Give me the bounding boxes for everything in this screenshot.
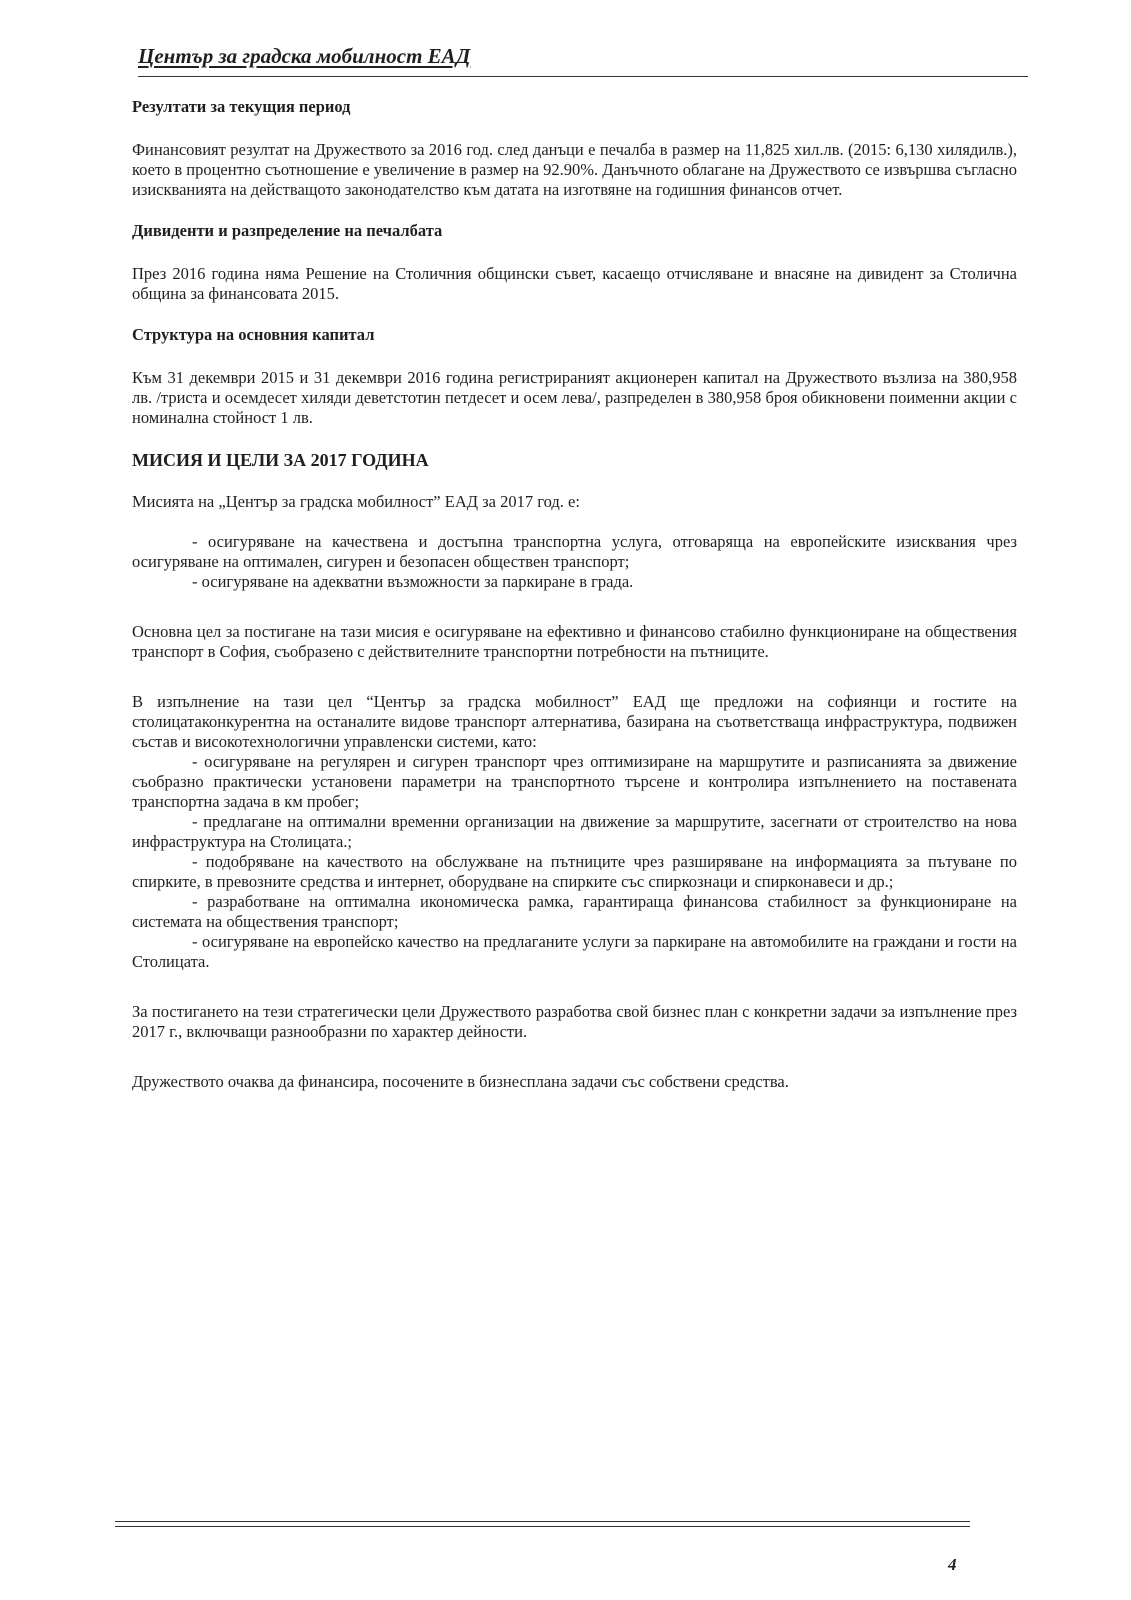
goal-item: - осигуряване на регулярен и сигурен транспорт чрез оптимизиране на маршрутите и разписанията за движение съобразно практически установени параметри на транспортното търсене и контролира изпълнението на поставената транспортна задача в км пробег; xyxy=(132,752,1017,811)
footer-divider xyxy=(115,1521,970,1522)
main-goal-paragraph: Основна цел за постигане на тази мисия е осигуряване на ефективно и финансово стабилно функциониране на обществения транспорт в София, съобразено с действителните транспортни потребности на пътниците. xyxy=(132,622,1017,661)
strategy-paragraph: За постигането на тези стратегически цели Дружеството разработва свой бизнес план с конкретни задачи за изпълнение през 2017 г., включващи разнообразни по характер дейности. xyxy=(132,1002,1017,1041)
header-title: Център за градска мобилност ЕАД xyxy=(138,44,471,68)
goal-item: - осигуряване на европейско качество на предлаганите услуги за паркиране на автомобилите на граждани и гости на Столицата. xyxy=(132,932,1017,971)
mission-heading: МИСИЯ И ЦЕЛИ ЗА 2017 ГОДИНА xyxy=(132,450,429,470)
results-paragraph: Финансовият резултат на Дружеството за 2016 год. след данъци е печалба в размер на 11,825 хил.лв. (2015: 6,130 хилядилв.), което в процентно съотношение е увеличение в размер на 92.90%. Данъчното облагане на Дружеството се извършва съгласно изискванията на действащото законодателство към датата на изготвяне на годишния финансов отчет. xyxy=(132,140,1017,199)
footer-divider xyxy=(115,1526,970,1527)
implementation-paragraph: В изпълнение на тази цел “Център за градска мобилност” ЕАД ще предложи на софиянци и гостите на столицатаконкурентна на останалите видове транспорт алтернатива, базирана на съответстваща инфраструктура, подвижен състав и високотехнологични управленски системи, като: xyxy=(132,692,1017,751)
mission-bullet: - осигуряване на адекватни възможности за паркиране в града. xyxy=(192,572,634,591)
goal-item: - подобряване на качеството на обслужване на пътниците чрез разширяване на информацията за пътуване по спирките, в превозните средства и интернет, оборудване на спирките със спиркознаци и спирконавеси и др.; xyxy=(132,852,1017,891)
mission-bullet: - осигуряване на качествена и достъпна транспортна услуга, отговаряща на европейските изисквания чрез осигуряване на оптимален, сигурен и безопасен обществен транспорт; xyxy=(132,532,1017,571)
dividends-paragraph: През 2016 година няма Решение на Столичния общински съвет, касаещо отчисляване и внасяне на дивидент за Столична община за финансовата 2015. xyxy=(132,264,1017,303)
results-heading: Резултати за текущия период xyxy=(132,97,351,116)
mission-intro: Мисията на „Център за градска мобилност” ЕАД за 2017 год. е: xyxy=(132,492,580,511)
goal-item: - разработване на оптимална икономическа рамка, гарантираща финансова стабилност за функциониране на системата на обществения транспорт; xyxy=(132,892,1017,931)
goal-item: - предлагане на оптимални временни организации на движение за маршрутите, засегнати от строителство на нова инфраструктура на Столицата.; xyxy=(132,812,1017,851)
capital-paragraph: Към 31 декември 2015 и 31 декември 2016 година регистрираният акционерен капитал на Дружеството възлиза на 380,958 лв. /триста и осемдесет хиляди деветстотин петдесет и осем лева/, разпределен в 380,958 броя обикновени поименни акции с номинална стойност 1 лв. xyxy=(132,368,1017,427)
financing-paragraph: Дружеството очаква да финансира, посочените в бизнесплана задачи със собствени средства. xyxy=(132,1072,789,1091)
page-number: 4 xyxy=(948,1555,957,1574)
header-divider xyxy=(138,76,1028,77)
document-body xyxy=(132,96,1017,1092)
capital-heading: Структура на основния капитал xyxy=(132,325,375,344)
dividends-heading: Дивиденти и разпределение на печалбата xyxy=(132,221,443,240)
